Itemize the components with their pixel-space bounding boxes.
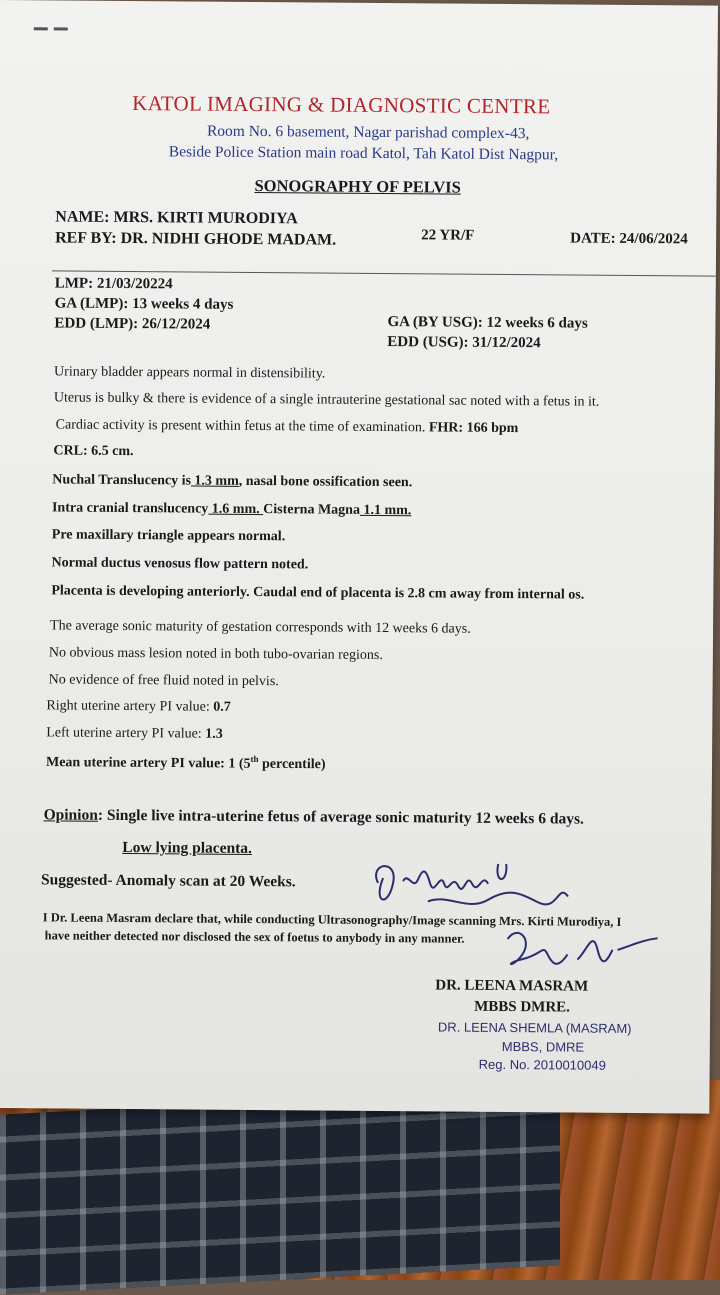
patient-age-sex: 22 YR/F <box>421 227 475 244</box>
address-line-2: Beside Police Station main road Katol, Tah Katol Dist Nagpur, <box>168 143 559 164</box>
finding-mass: No obvious mass lesion noted in both tubo-ovarian regions. <box>48 645 383 664</box>
finding-uterus: Uterus is bulky & there is evidence of a single intrauterine gestational sac noted with a fetus in it. <box>53 390 600 410</box>
left-pi-value: 1.3 <box>205 726 223 742</box>
finding-bladder: Urinary bladder appears normal in distensibility. <box>54 364 326 382</box>
finding-mean-pi <box>46 752 326 773</box>
ga-usg: GA (BY USG): 12 weeks 6 days <box>387 314 588 332</box>
left-pi-label: Left uterine artery PI value: <box>46 725 206 742</box>
centre-name: KATOL IMAGING & DIAGNOSTIC CENTRE <box>132 91 551 119</box>
cm-label: Cisterna Magna <box>263 502 361 518</box>
opinion-placenta: Low lying placenta. <box>122 838 253 858</box>
lmp: LMP: 21/03/20224 <box>54 275 173 293</box>
doctor-name: DR. LEENA MASRAM <box>435 977 589 995</box>
right-pi-value: 0.7 <box>213 699 231 715</box>
finding-placenta: Placenta is developing anteriorly. Caudal end of placenta is 2.8 cm away from internal os. <box>51 583 585 603</box>
stamp-name: DR. LEENA SHEMLA (MASRAM) <box>437 1019 632 1036</box>
mean-pi-tail: percentile) <box>258 756 326 773</box>
finding-ict <box>52 500 411 519</box>
suggestion: Suggested- Anomaly scan at 20 Weeks. <box>41 871 296 891</box>
right-pi-label: Right uterine artery PI value: <box>46 698 214 715</box>
fhr-value: FHR: 166 bpm <box>428 420 519 437</box>
cardiac-text: Cardiac activity is present within fetus at the time of examination. <box>55 417 426 436</box>
report-title: SONOGRAPHY OF PELVIS <box>254 176 461 197</box>
finding-right-pi <box>46 698 230 715</box>
finding-crl: CRL: 6.5 cm. <box>53 443 134 460</box>
address-line-1: Room No. 6 basement, Nagar parishad complex-43, <box>206 122 530 143</box>
mark-dash <box>34 27 48 30</box>
mean-pi-sup: th <box>250 753 259 765</box>
finding-maturity: The average sonic maturity of gestation corresponds with 12 weeks 6 days. <box>50 618 471 637</box>
doctor-qualification: MBBS DMRE. <box>474 998 571 1016</box>
doctor-signature <box>497 919 667 980</box>
mean-pi-label: Mean uterine artery PI value: <box>45 755 229 772</box>
signature-scribble <box>358 853 598 915</box>
edd-lmp: EDD (LMP): 26/12/2024 <box>54 315 211 333</box>
mean-pi-value: 1 (5 <box>228 756 251 772</box>
ict-label: Intra cranial translucency <box>51 500 209 517</box>
checkered-cloth <box>0 1085 560 1294</box>
patient-name: NAME: MRS. KIRTI MURODIYA <box>55 208 298 228</box>
stamp-registration: Reg. No. 2010010049 <box>478 1056 606 1073</box>
cm-value: 1.1 mm. <box>359 502 412 519</box>
mark-dash <box>54 27 68 30</box>
finding-pmt: Pre maxillary triangle appears normal. <box>51 527 286 545</box>
ict-value: 1.6 mm. <box>208 501 264 518</box>
finding-nt <box>52 472 412 491</box>
opinion <box>44 806 584 828</box>
referred-by: REF BY: DR. NIDHI GHODE MADAM. <box>55 229 337 249</box>
nt-suffix: , nasal bone ossification seen. <box>238 473 413 491</box>
ga-lmp: GA (LMP): 13 weeks 4 days <box>54 295 234 313</box>
finding-left-pi <box>46 725 223 742</box>
finding-dv: Normal ductus venosus flow pattern noted. <box>51 555 309 573</box>
nt-value: 1.3 mm <box>190 473 239 489</box>
declaration-line-1: I Dr. Leena Masram declare that, while conducting Ultrasonography/Image scanning Mrs. Kirti Murodiya, I <box>42 910 622 929</box>
opinion-label: Opinion <box>43 806 98 824</box>
declaration-line-2: have neither detected nor disclosed the sex of foetus to anybody in any manner. <box>44 928 465 946</box>
stamp-qualification: MBBS, DMRE <box>501 1038 585 1055</box>
opinion-text: : Single live intra-uterine fetus of average sonic maturity 12 weeks 6 days. <box>97 806 584 828</box>
nt-label: Nuchal Translucency is <box>52 472 192 489</box>
report-date: DATE: 24/06/2024 <box>570 230 688 248</box>
finding-cardiac <box>56 417 519 437</box>
edd-usg: EDD (USG): 31/12/2024 <box>387 334 541 352</box>
finding-fluid: No evidence of free fluid noted in pelvis. <box>48 672 279 690</box>
